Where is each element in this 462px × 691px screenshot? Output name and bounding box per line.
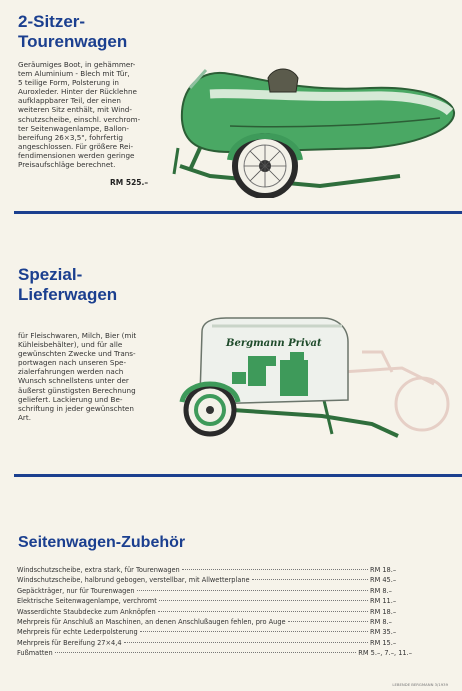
- leader-dots: [124, 642, 368, 643]
- description-line: schriftung in jeder gewünschten: [18, 403, 134, 413]
- section1-description: [18, 60, 168, 169]
- section2-title: [18, 265, 117, 305]
- list-item: [17, 565, 412, 575]
- description-line: fendimensionen werden geringe: [18, 150, 135, 160]
- van-lettering: Bergmann Privat: [226, 338, 322, 349]
- leader-dots: [252, 579, 368, 580]
- list-item: [17, 648, 412, 658]
- section2-title-line2: Lieferwagen: [18, 285, 118, 304]
- delivery-sidecar-illustration: [172, 312, 458, 442]
- section1-title-line1: 2-Sitzer-: [18, 12, 86, 31]
- item-name: Wasserdichte Staubdecke zum Anknöpfen: [17, 607, 156, 616]
- description-line: Auroxleder. Hinter der Rücklehne: [18, 87, 137, 97]
- description-line: Kühleisbehälter), und für alle: [18, 340, 123, 350]
- item-name: Windschutzscheibe, halbrund gebogen, verstellbar, mit Allwetterplane: [17, 576, 250, 585]
- section1-title: [18, 12, 127, 52]
- item-name: Gepäckträger, nur für Tourenwagen: [17, 586, 135, 595]
- item-price: RM 5.–, 7.–, 11.–: [358, 649, 412, 658]
- list-item: [17, 638, 412, 648]
- section1-title-line2: Tourenwagen: [18, 32, 128, 51]
- section-divider: [14, 211, 462, 214]
- section-divider: [14, 474, 462, 477]
- list-item: [17, 586, 412, 596]
- description-line: bereifung 26×3,5", fohrfertig: [18, 132, 123, 142]
- item-price: RM 18.–: [370, 566, 397, 574]
- leader-dots: [137, 590, 368, 591]
- description-line: 5 teilige Form, Polsterung in: [18, 78, 119, 88]
- description-line: tem Aluminium - Blech mit Tür,: [18, 69, 130, 79]
- description-line: für Fleischwaren, Milch, Bier (mit: [18, 331, 137, 340]
- section2-description: [18, 331, 164, 422]
- item-price: RM 8.–: [370, 586, 392, 595]
- item-name: Fußmatten: [17, 649, 53, 658]
- description-line: geliefert. Lackierung und Be-: [18, 394, 123, 404]
- item-name: Mehrpreis für echte Lederpolsterung: [17, 628, 138, 637]
- item-price: RM 18.–: [370, 607, 397, 616]
- leader-dots: [55, 652, 357, 653]
- leader-dots: [182, 569, 368, 570]
- list-item: [17, 575, 412, 585]
- list-item: [17, 617, 412, 627]
- description-line: äußerst günstigsten Berechnung: [18, 385, 136, 395]
- section2-title-line1: Spezial-: [18, 265, 83, 284]
- description-line: aufklappbarer Teil, der einen: [18, 96, 121, 106]
- description-line: weiteren Sitz enthält, mit Wind-: [18, 105, 132, 115]
- item-price: RM 8.–: [370, 618, 392, 627]
- description-line: Preisaufschläge berechnet.: [18, 160, 116, 170]
- touring-sidecar-illustration: [170, 48, 460, 198]
- item-name: Windschutzscheibe, extra stark, für Tourenwagen: [17, 566, 180, 574]
- description-line: angeschlossen. Für größere Rei-: [18, 141, 134, 151]
- list-item: [17, 596, 412, 606]
- description-line: Wunsch schnellstens unter der: [18, 376, 129, 386]
- leader-dots: [158, 611, 368, 612]
- description-line: zialerfahrungen werden nach: [18, 367, 124, 377]
- accessory-list: [17, 565, 412, 659]
- item-price: RM 15.–: [370, 638, 397, 647]
- printer-note: LEBENDE BERGMANN 3/1939: [392, 682, 448, 687]
- leader-dots: [288, 621, 368, 622]
- description-line: ter Seitenwagenlampe, Ballon-: [18, 123, 129, 133]
- description-line: portwagen nach unseren Spe-: [18, 358, 127, 368]
- description-line: gewünschten Zwecke und Trans-: [18, 349, 136, 359]
- section3-title: Seitenwagen-Zubehör: [18, 534, 186, 551]
- item-price: RM 45.–: [370, 576, 397, 585]
- item-name: Mehrpreis für Anschluß an Maschinen, an denen Anschlußaugen fehlen, pro Auge: [17, 618, 286, 627]
- description-line: schutzscheibe, einschl. verchrom-: [18, 114, 141, 124]
- item-name: Mehrpreis für Bereifung 27×4,4: [17, 638, 122, 647]
- list-item: [17, 627, 412, 637]
- leader-dots: [159, 600, 368, 601]
- description-line: Art.: [18, 412, 31, 422]
- leader-dots: [140, 631, 368, 632]
- item-price: RM 35.–: [370, 628, 397, 637]
- description-line: Geräumiges Boot, in gehämmer-: [18, 60, 136, 69]
- item-price: RM 11.–: [370, 597, 397, 606]
- section1-price: RM 525.–: [110, 178, 149, 187]
- list-item: [17, 607, 412, 617]
- item-name: Elektrische Seitenwagenlampe, verchromt: [17, 597, 157, 606]
